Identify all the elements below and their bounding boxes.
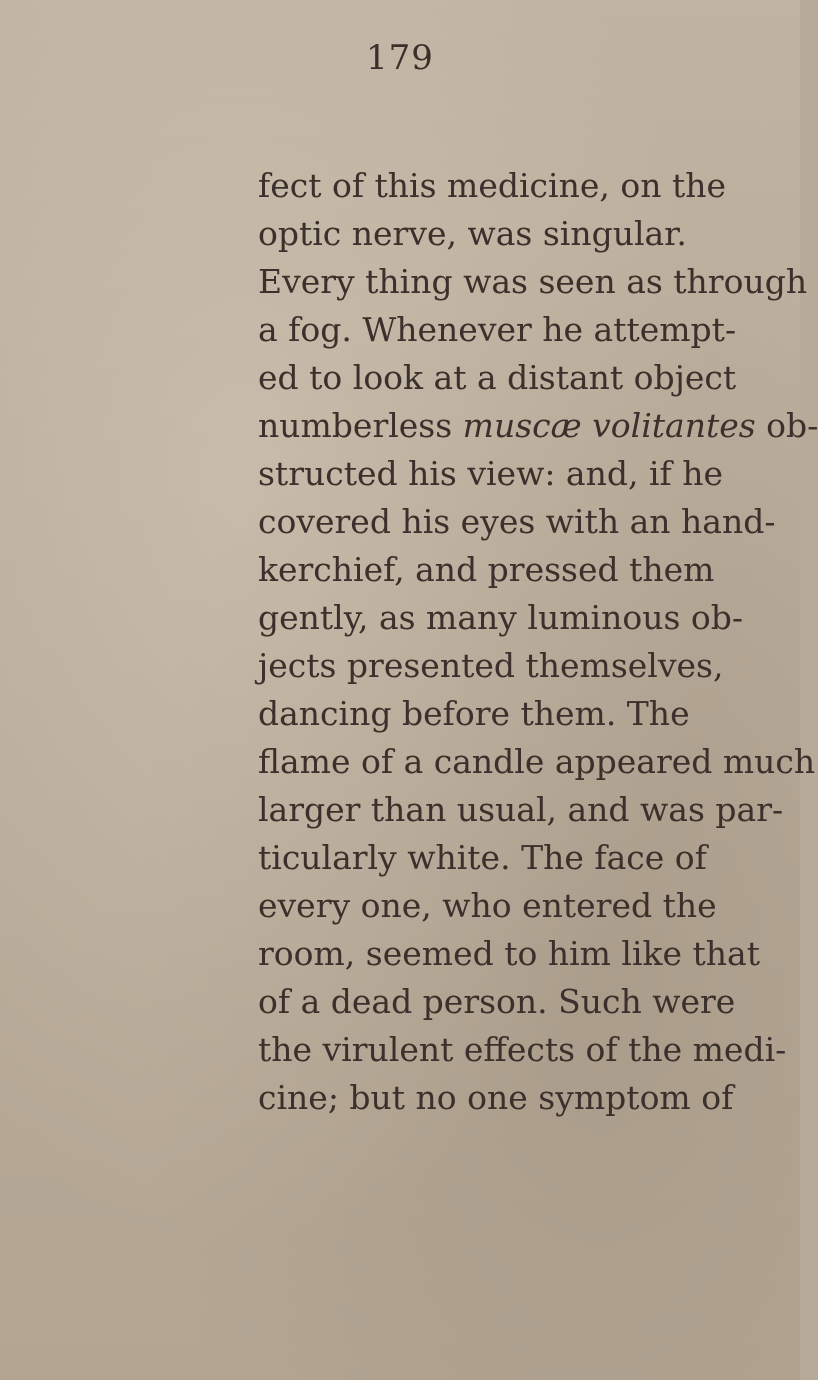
text-line: ed to look at a distant object <box>258 358 737 397</box>
text-line: room, seemed to him like that <box>258 934 760 973</box>
text-line: the virulent effects of the medi- <box>258 1030 787 1069</box>
text-segment: numberless <box>258 406 463 445</box>
italic-phrase: muscæ volitantes <box>462 406 756 445</box>
text-line: a fog. Whenever he attempt- <box>258 310 737 349</box>
text-line: covered his eyes with an hand- <box>258 502 776 541</box>
text-line: optic nerve, was singular. <box>258 214 687 253</box>
page-number: 179 <box>366 38 434 78</box>
text-line: kerchief, and pressed them <box>258 550 715 589</box>
text-line: Every thing was seen as through <box>258 262 808 301</box>
text-segment: ob- <box>755 406 818 445</box>
text-line: gently, as many luminous ob- <box>258 598 744 637</box>
text-line: ticularly white. The face of <box>258 838 707 877</box>
text-line: fect of this medicine, on the <box>258 166 726 205</box>
text-line: cine; but no one symptom of <box>258 1078 734 1117</box>
text-line: structed his view: and, if he <box>258 454 723 493</box>
text-line: jects presented themselves, <box>258 646 724 685</box>
body-text <box>258 162 818 1122</box>
text-line: every one, who entered the <box>258 886 717 925</box>
text-line: dancing before them. The <box>258 694 690 733</box>
text-line: of a dead person. Such were <box>258 982 736 1021</box>
text-line: larger than usual, and was par- <box>258 790 784 829</box>
text-line: flame of a candle appeared much <box>258 742 816 781</box>
text-line-with-italic <box>258 402 818 450</box>
